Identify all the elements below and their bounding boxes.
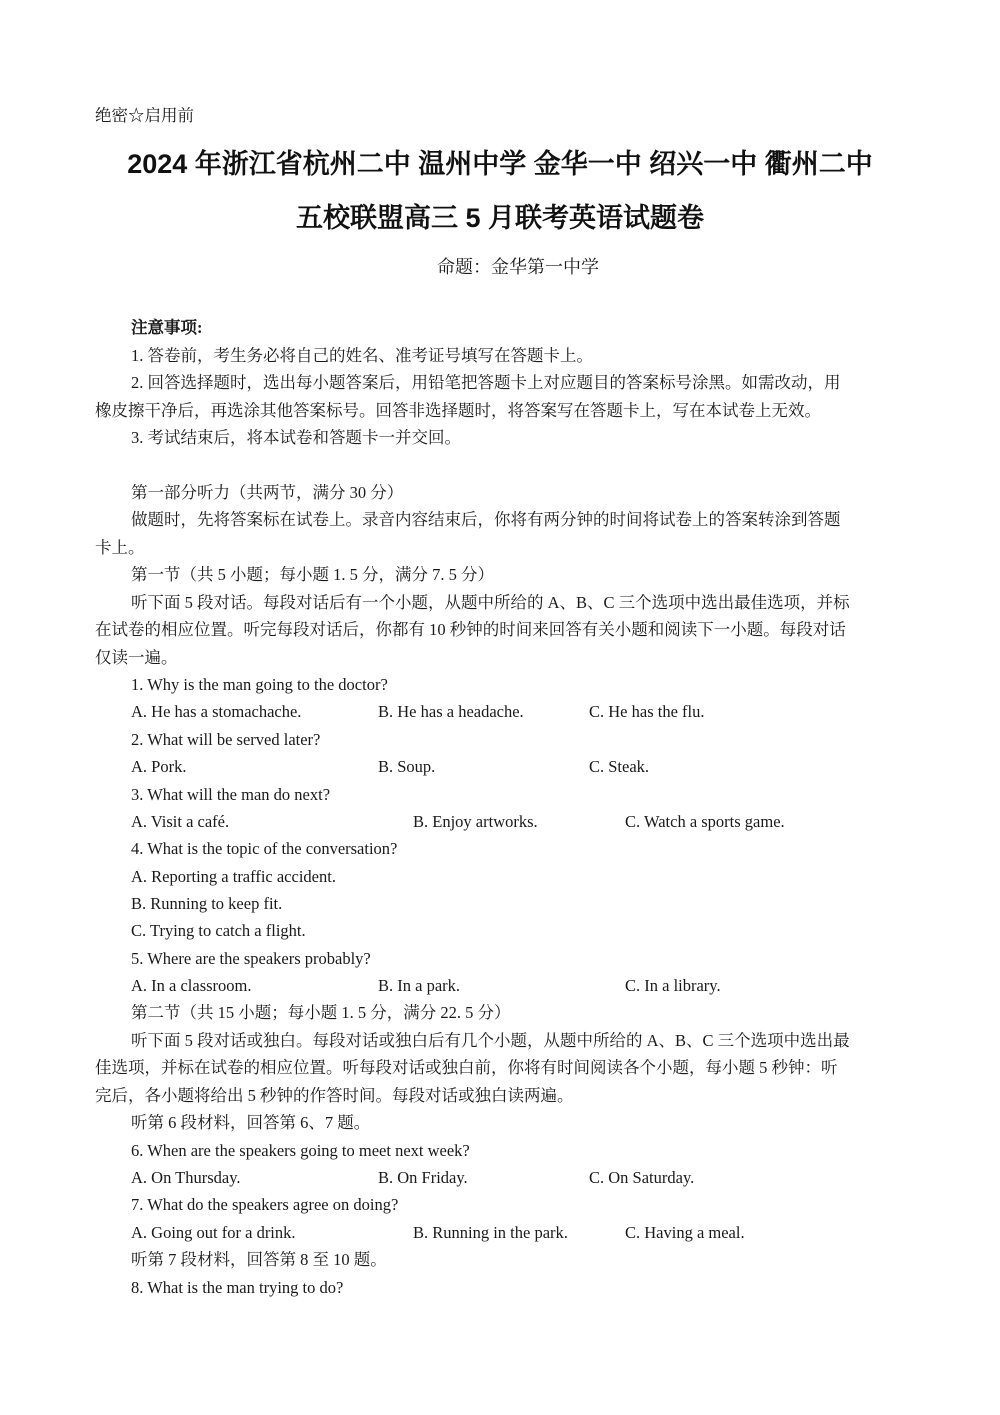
exam-title-line2: 五校联盟高三 5 月联考英语试题卷 [295,203,705,233]
exam-author: 命题：金华第一中学 [437,257,599,277]
material-7-label: 听第 7 段材料，回答第 8 至 10 题。 [131,1250,387,1269]
question-7-option-b: B. Running in the park. [413,1223,568,1242]
question-3-option-b: B. Enjoy artworks. [413,812,538,831]
question-3-option-c: C. Watch a sports game. [625,812,785,831]
confidential-label: 绝密☆启用前 [95,106,194,125]
section1-heading: 第一节（共 5 小题；每小题 1. 5 分，满分 7. 5 分） [131,565,494,584]
question-2-option-a: A. Pork. [131,757,187,776]
section2-intro-line2: 佳选项，并标在试卷的相应位置。听每段对话或独白前，你将有时间阅读各个小题，每小题 5 秒钟：听 [95,1058,838,1077]
notice-item-2-line2: 橡皮擦干净后，再选涂其他答案标号。回答非选择题时，将答案写在答题卡上，写在本试卷上无效。 [95,401,821,420]
question-1-option-c: C. He has the flu. [589,702,705,721]
question-8: 8. What is the man trying to do? [131,1278,344,1297]
question-5: 5. Where are the speakers probably? [131,949,371,968]
part1-intro-line2: 卡上。 [95,538,145,557]
question-3-option-a: A. Visit a café. [131,812,230,831]
question-5-option-b: B. In a park. [378,976,461,995]
question-7: 7. What do the speakers agree on doing? [131,1195,399,1214]
question-2-option-c: C. Steak. [589,757,650,776]
question-5-option-a: A. In a classroom. [131,976,252,995]
notice-item-2-line1: 2. 回答选择题时，选出每小题答案后，用铅笔把答题卡上对应题目的答案标号涂黑。如需改动，用 [131,373,841,392]
material-6-label: 听第 6 段材料，回答第 6、7 题。 [131,1113,371,1132]
question-7-option-a: A. Going out for a drink. [131,1223,296,1242]
section2-intro-line1: 听下面 5 段对话或独白。每段对话或独白后有几个小题，从题中所给的 A、B、C 三个选项中选出最 [131,1031,850,1050]
question-7-option-c: C. Having a meal. [625,1223,745,1242]
question-4-option-b: B. Running to keep fit. [131,894,283,913]
question-6-option-b: B. On Friday. [378,1168,468,1187]
notice-item-1: 1. 答卷前，考生务必将自己的姓名、准考证号填写在答题卡上。 [131,346,593,365]
notice-heading: 注意事项: [131,318,203,337]
notice-item-3: 3. 考试结束后，将本试卷和答题卡一并交回。 [131,428,461,447]
question-3: 3. What will the man do next? [131,785,331,804]
question-1-option-a: A. He has a stomachache. [131,702,302,721]
question-4-option-c: C. Trying to catch a flight. [131,921,306,940]
section2-intro-line3: 完后，各小题将给出 5 秒钟的作答时间。每段对话或独白读两遍。 [95,1086,574,1105]
section1-intro-line1: 听下面 5 段对话。每段对话后有一个小题，从题中所给的 A、B、C 三个选项中选出最佳选项，并标 [131,593,850,612]
exam-title-line1: 2024 年浙江省杭州二中 温州中学 金华一中 绍兴一中 衢州二中 [127,149,873,179]
part1-intro-line1: 做题时，先将答案标在试卷上。录音内容结束后，你将有两分钟的时间将试卷上的答案转涂到答题 [131,510,841,529]
question-4: 4. What is the topic of the conversation? [131,839,398,858]
question-2: 2. What will be served later? [131,730,321,749]
part1-heading: 第一部分听力（共两节，满分 30 分） [131,483,404,502]
question-6-option-a: A. On Thursday. [131,1168,241,1187]
question-6: 6. When are the speakers going to meet next week? [131,1141,470,1160]
question-5-option-c: C. In a library. [625,976,721,995]
question-1: 1. Why is the man going to the doctor? [131,675,388,694]
section1-intro-line3: 仅读一遍。 [95,648,178,667]
section2-heading: 第二节（共 15 小题；每小题 1. 5 分，满分 22. 5 分） [131,1003,511,1022]
section1-intro-line2: 在试卷的相应位置。听完每段对话后，你都有 10 秒钟的时间来回答有关小题和阅读下一小题。每段对话 [95,620,846,639]
question-6-option-c: C. On Saturday. [589,1168,695,1187]
question-2-option-b: B. Soup. [378,757,436,776]
question-1-option-b: B. He has a headache. [378,702,524,721]
question-4-option-a: A. Reporting a traffic accident. [131,867,336,886]
